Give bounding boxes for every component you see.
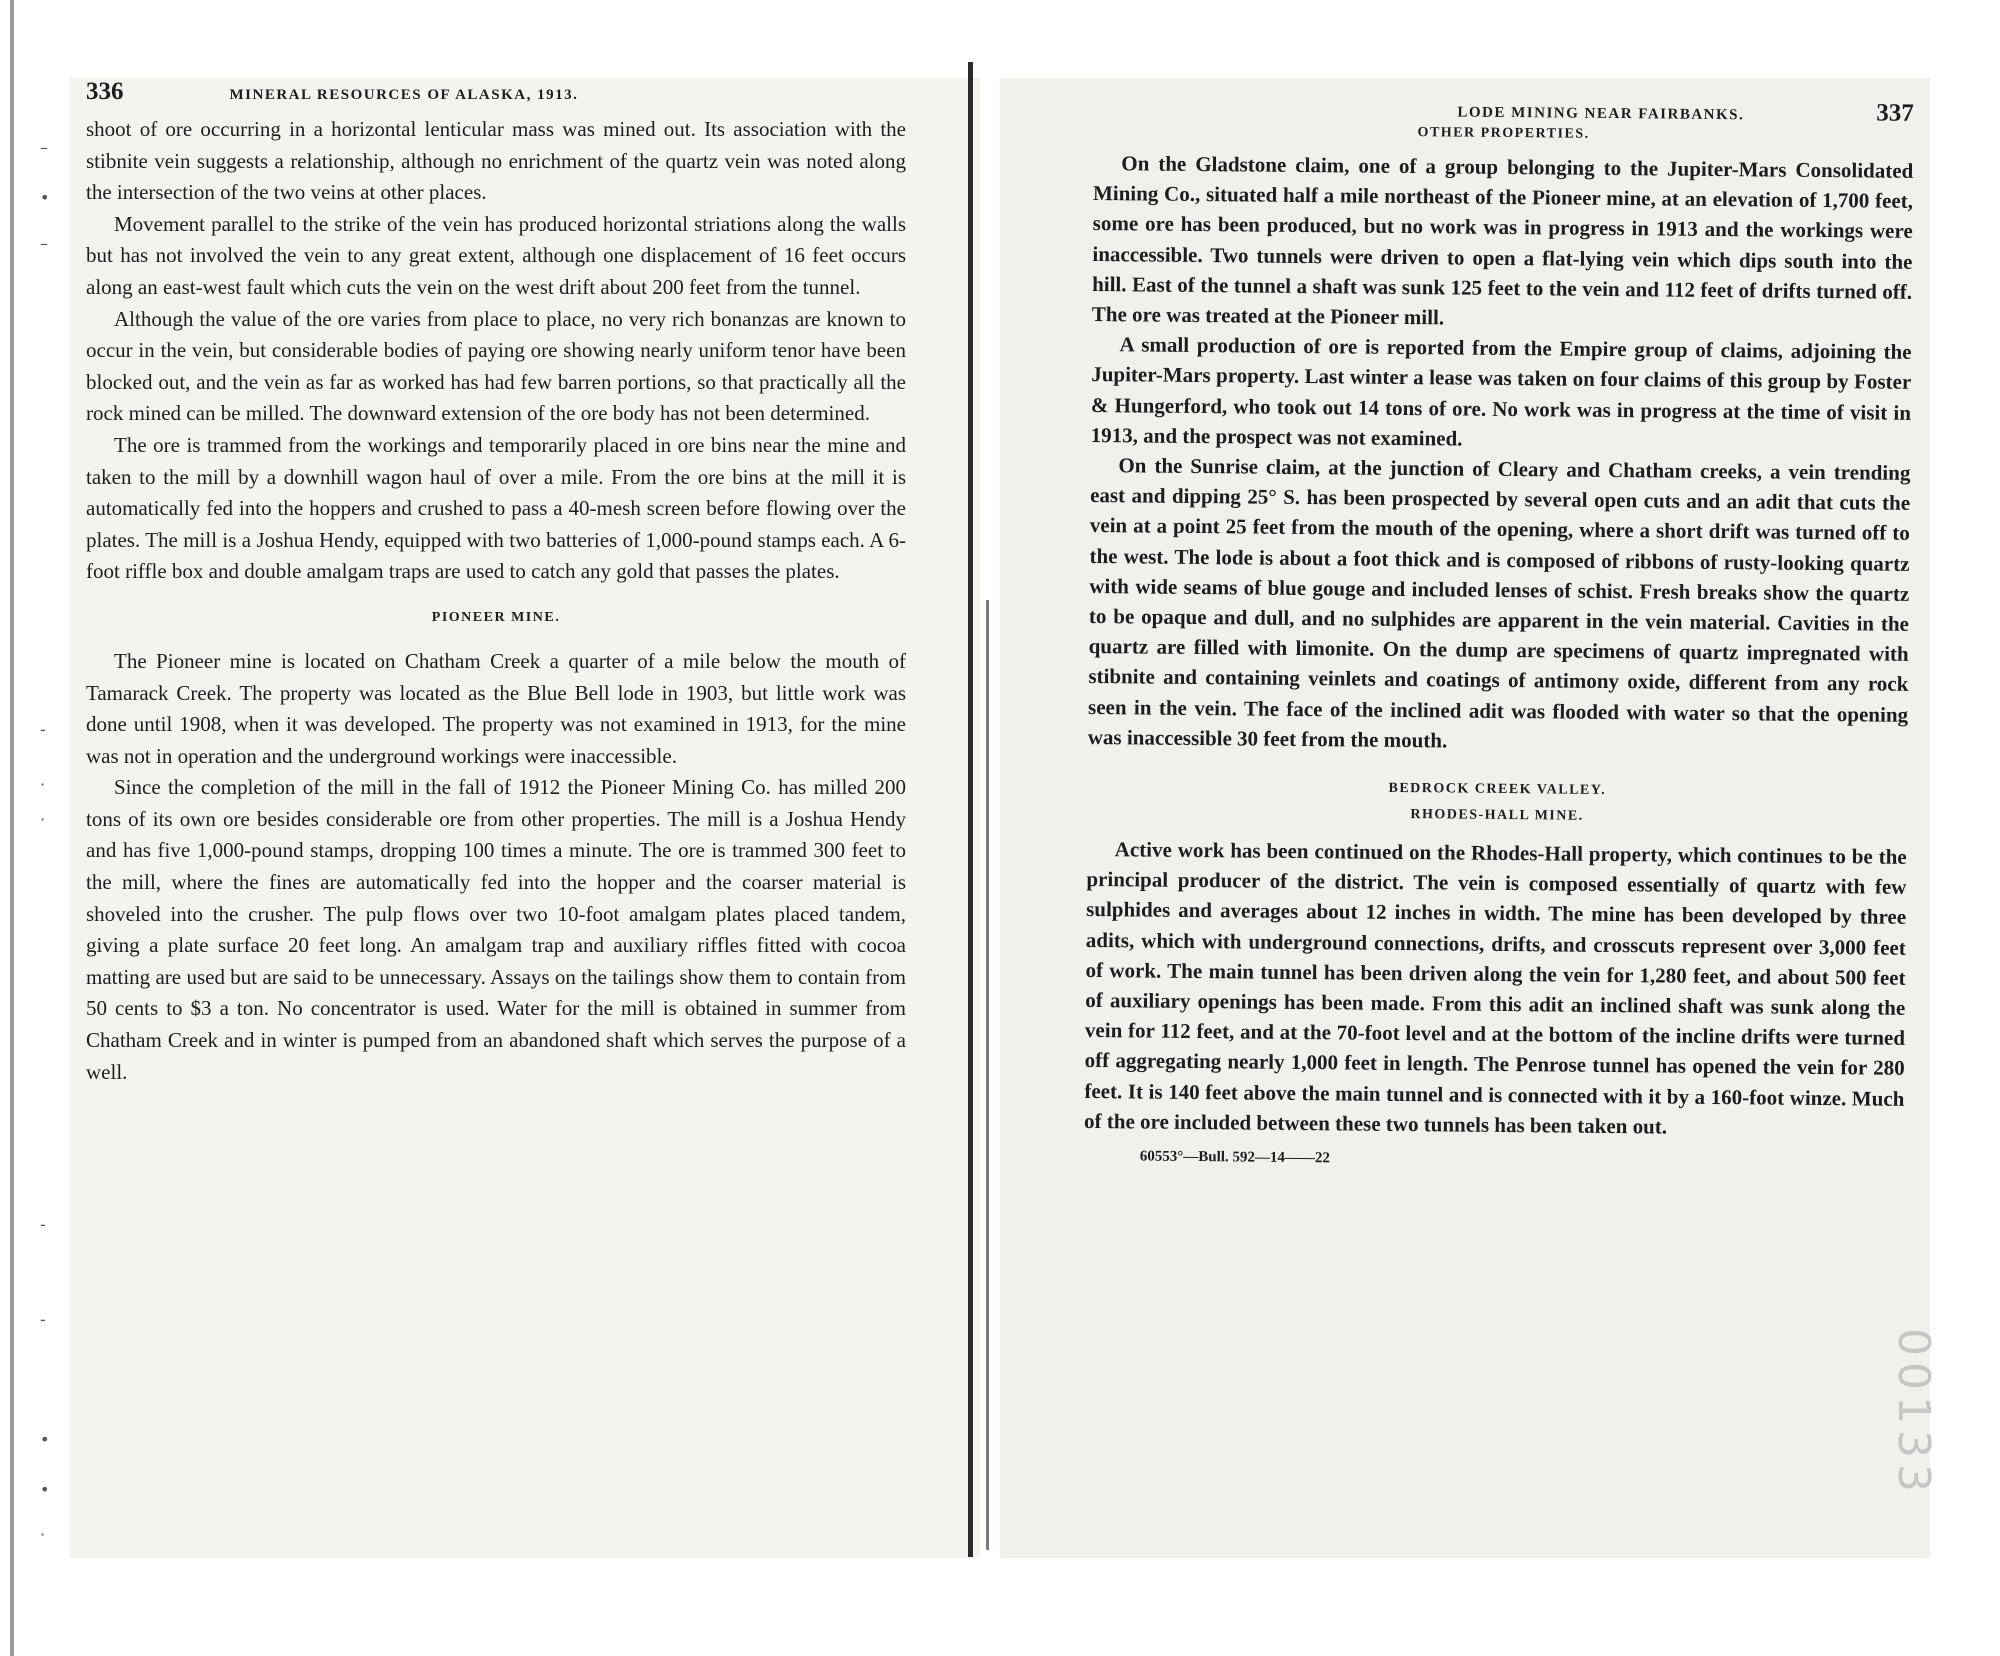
margin-mark: -: [40, 1310, 46, 1329]
margin-mark: -: [40, 720, 46, 739]
scan-edge-shadow: [10, 0, 14, 1656]
margin-mark: -: [40, 1215, 46, 1234]
right-page-number: 337: [1876, 99, 1914, 127]
section-heading-other-properties: OTHER PROPERTIES.: [1417, 125, 1590, 142]
margin-mark: –: [40, 138, 48, 157]
margin-mark: –: [40, 234, 48, 253]
signature-footnote: 60553°—Bull. 592—14——22: [1139, 1148, 1331, 1167]
margin-mark: •: [40, 1480, 50, 1499]
paragraph: Movement parallel to the strike of the vein has produced horizontal striations along the walls but has not involved the vein to any great extent, although one displacement of 16 feet occurs along an east-west fault which cuts the vein on the west drift about 200 feet from the tunnel.: [86, 211, 906, 299]
book-gutter-shadow: [986, 600, 989, 1550]
margin-mark: ·: [40, 810, 46, 829]
margin-mark: ·: [40, 775, 46, 794]
paragraph: A small production of ore is reported from the Empire group of claims, adjoining the Jupiter-Mars property. Last winter a lease was taken on four claims of this group by Foster & Hungerford, who took out 14 tons of ore. No work was in progress at the time of visit in 1913, and the prospect was not examined.: [1090, 332, 1912, 451]
left-running-head: [86, 78, 906, 112]
paragraph: Although the value of the ore varies from place to place, no very rich bonanzas are known to occur in the vein, but considerable bodies of paying ore showing nearly uniform tenor have been blocked out, and the vein as far as worked has had few barren portions, so that practically all the rock mined can be milled. The downward extension of the ore body has not been determined.: [86, 306, 906, 426]
paragraph: The Pioneer mine is located on Chatham Creek a quarter of a mile below the mouth of Tamarack Creek. The property was located as the Blue Bell lode in 1903, but little work was done until 1908, when it was developed. The property was not examined in 1913, for the mine was not in operation and the underground workings were inaccessible.: [86, 648, 906, 768]
section-heading-pioneer-mine: PIONEER MINE.: [431, 609, 561, 625]
margin-mark: •: [40, 188, 50, 207]
margin-marks: [40, 0, 70, 1656]
paragraph: On the Gladstone claim, one of a group belonging to the Jupiter-Mars Consolidated Mining Co., situated half a mile northeast of the Pioneer mine, at an elevation of 1,700 feet, some ore has been produced, but no work was in progress in 1913 and the workings were inaccessible. Two tunnels were driven to open a flat-lying vein which dips south into the hill. East of the tunnel a shaft was sunk 125 feet to the vein and 112 feet of drifts turned off. The ore was treated at the Pioneer mill.: [1091, 151, 1914, 330]
right-running-title: LODE MINING NEAR FAIRBANKS.: [1457, 104, 1745, 124]
paragraph: The ore is trammed from the workings and temporarily placed in ore bins near the mine and taken to the mill by a downhill wagon haul of over a mile. From the ore bins at the mill it is automatically fed into the hoppers and crushed to pass a 40-mesh screen before flowing over the plates. The mill is a Joshua Hendy, equipped with two batteries of 1,000-pound stamps each. A 6-foot riffle box and double amalgam traps are used to catch any gold that passes the plates.: [86, 432, 906, 584]
margin-mark: ·: [40, 1525, 46, 1544]
left-page-number: 336: [86, 78, 124, 105]
book-gutter: [968, 62, 973, 1557]
right-page: [1084, 92, 1914, 1173]
left-running-title: MINERAL RESOURCES OF ALASKA, 1913.: [229, 87, 579, 103]
left-page: [86, 78, 906, 1088]
archive-stamp: 00133: [1888, 1328, 1939, 1498]
margin-mark: •: [40, 1430, 50, 1449]
paragraph: Active work has been continued on the Rhodes-Hall property, which continues to be the principal producer of the district. The vein is composed essentially of quartz with few sulphides and averages about 12 inches in width. The mine has been developed by three adits, which with underground connections, drifts, and crosscuts represent over 3,000 feet of work. The main tunnel has been driven along the vein for 1,280 feet, and about 500 feet of auxiliary openings has been made. From this adit an inclined shaft was sunk along the vein for 112 feet, and at the 70-foot level and at the bottom of the incline drifts were turned off aggregating nearly 1,000 feet in length. The Penrose tunnel has opened the vein for 280 feet. It is 140 feet above the main tunnel and is connected with it by a 160-foot winze. Much of the ore included between these two tunnels has been taken out.: [1084, 837, 1907, 1139]
section-heading-rhodes-hall-mine: RHODES-HALL MINE.: [1410, 807, 1584, 824]
paragraph: On the Sunrise claim, at the junction of Cleary and Chatham creeks, a vein trending east and dipping 25° S. has been prospected by several open cuts and an adit that cuts the vein at a point 25 feet from the mouth of the opening, where a short drift was turned off to the west. The lode is about a foot thick and is composed of ribbons of rusty-looking quartz with wide seams of blue gouge and included lenses of schist. Fresh breaks show the quartz to be opaque and dull, and no sulphides are apparent in the vein material. Cavities in the quartz are filled with limonite. On the dump are specimens of quartz impregnated with stibnite and containing veinlets and coatings of antimony oxide, different from any rock seen in the vein. The face of the inclined adit was flooded with water so that the opening was inaccessible 30 feet from the mouth.: [1087, 453, 1911, 753]
section-heading-bedrock-creek-valley: BEDROCK CREEK VALLEY.: [1388, 780, 1607, 799]
paragraph: Since the completion of the mill in the fall of 1912 the Pioneer Mining Co. has milled 200 tons of its own ore besides considerable ore from other properties. The mill is a Joshua Hendy and has five 1,000-pound stamps, dropping 100 times a minute. The ore is trammed 300 feet to the mill, where the fines are automatically fed into the hopper and the coarser material is shoveled into the crusher. The pulp flows over two 10-foot amalgam plates placed tandem, giving a plate surface 20 feet long. An amalgam trap and auxiliary riffles fitted with cocoa matting are used but are said to be unnecessary. Assays on the tailings show them to contain from 50 cents to $3 a ton. No concentrator is used. Water for the mill is obtained in summer from Chatham Creek and in winter is pumped from an abandoned shaft which serves the purpose of a well.: [86, 775, 906, 1084]
paragraph: shoot of ore occurring in a horizontal lenticular mass was mined out. Its association with the stibnite vein suggests a relationship, although no enrichment of the quartz vein was noted along the intersection of the two veins at other places.: [86, 117, 906, 205]
